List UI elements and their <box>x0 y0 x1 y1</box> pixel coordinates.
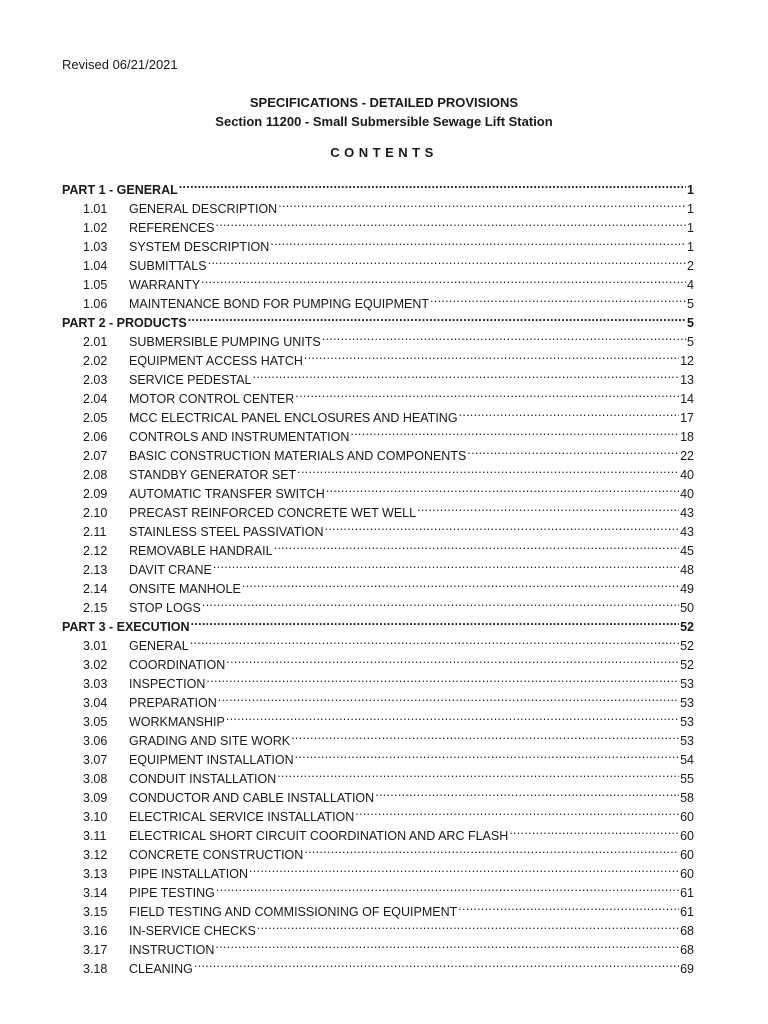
toc-entry-label: WARRANTY <box>129 278 201 292</box>
toc-entry-number: 1.02 <box>83 221 108 235</box>
toc-page-number: 54 <box>680 753 694 767</box>
toc-entry-label: PIPE INSTALLATION <box>129 867 249 881</box>
toc-part-heading[interactable] <box>62 175 694 197</box>
toc-entry-number: 2.15 <box>83 601 108 615</box>
toc-entry-number: 2.08 <box>83 468 108 482</box>
toc-page-number: 43 <box>680 506 694 520</box>
toc-page-number: 48 <box>680 563 694 577</box>
toc-entry-label: GENERAL DESCRIPTION <box>129 202 278 216</box>
dot-leader <box>295 745 679 764</box>
toc-entry-label: CONDUCTOR AND CABLE INSTALLATION <box>129 791 375 805</box>
toc-entry-number: 3.17 <box>83 943 108 957</box>
toc-entry-number: 2.12 <box>83 544 108 558</box>
toc-entry-number: 3.10 <box>83 810 108 824</box>
toc-page-number: 5 <box>687 297 694 311</box>
toc-entry-label: SERVICE PEDESTAL <box>129 373 252 387</box>
document-title: SPECIFICATIONS - DETAILED PROVISIONS <box>249 95 519 110</box>
toc-entry-label: PRECAST REINFORCED CONCRETE WET WELL <box>129 506 417 520</box>
toc-entry-number: 1.01 <box>83 202 108 216</box>
dot-leader <box>270 232 686 251</box>
toc-page-number: 2 <box>687 259 694 273</box>
toc-entry-number: 3.08 <box>83 772 108 786</box>
toc-entry-number: 1.05 <box>83 278 108 292</box>
dot-leader <box>190 631 679 650</box>
toc-entry-label: GENERAL <box>129 639 189 653</box>
toc-entry-number: 2.02 <box>83 354 108 368</box>
toc-page-number: 53 <box>680 696 694 710</box>
toc-entry-label: AUTOMATIC TRANSFER SWITCH <box>129 487 325 501</box>
toc-entry-label: SUBMERSIBLE PUMPING UNITS <box>129 335 321 349</box>
toc-entry-label: ELECTRICAL SERVICE INSTALLATION <box>129 810 355 824</box>
toc-entry-number: 3.12 <box>83 848 108 862</box>
dot-leader <box>295 384 679 403</box>
toc-entry-number: 1.03 <box>83 240 108 254</box>
section-title: Section 11200 - Small Submersible Sewage Lift Station <box>215 114 553 129</box>
dot-leader <box>509 821 679 840</box>
dot-leader <box>226 650 679 669</box>
toc-page-number: 45 <box>680 544 694 558</box>
toc-page-number: 61 <box>680 905 694 919</box>
toc-entry-number: 2.13 <box>83 563 108 577</box>
dot-leader <box>417 498 679 517</box>
toc-page-number: 1 <box>687 221 694 235</box>
toc-page-number: 53 <box>680 734 694 748</box>
toc-entry-number: 3.16 <box>83 924 108 938</box>
toc-entry-label: REMOVABLE HANDRAIL <box>129 544 273 558</box>
toc-entry-label: EQUIPMENT ACCESS HATCH <box>129 354 303 368</box>
dot-leader <box>188 308 686 327</box>
dot-leader <box>226 707 679 726</box>
dot-leader <box>218 688 679 707</box>
toc-entry-label: ELECTRICAL SHORT CIRCUIT COORDINATION AND ARC FLASH <box>129 829 509 843</box>
toc-entry-number: 3.18 <box>83 962 108 976</box>
toc-page-number: 5 <box>687 335 694 349</box>
toc-entry-label: INSPECTION <box>129 677 206 691</box>
toc-entry-number: 2.04 <box>83 392 108 406</box>
toc-page-number: 13 <box>680 373 694 387</box>
toc-entry-label: STOP LOGS <box>129 601 201 615</box>
contents-heading: CONTENTS <box>330 145 438 160</box>
toc-page-number: 5 <box>687 316 694 330</box>
toc-entry-label: REFERENCES <box>129 221 215 235</box>
toc-entry-label: CLEANING <box>129 962 193 976</box>
toc-page-number: 53 <box>680 715 694 729</box>
toc-page-number: 52 <box>680 639 694 653</box>
toc-page-number: 4 <box>687 278 694 292</box>
dot-leader <box>208 251 686 270</box>
toc-page-number: 22 <box>680 449 694 463</box>
toc-entry-number: 2.09 <box>83 487 108 501</box>
toc-entry-label: PREPARATION <box>129 696 217 710</box>
toc-entry-number: 2.14 <box>83 582 108 596</box>
dot-leader <box>430 289 686 308</box>
toc-entry-number: 2.07 <box>83 449 108 463</box>
toc-entry-label: PIPE TESTING <box>129 886 215 900</box>
toc-entry-label: ONSITE MANHOLE <box>129 582 241 596</box>
dot-leader <box>216 878 679 897</box>
toc-entry-number: 2.05 <box>83 411 108 425</box>
toc-entry-number: 3.01 <box>83 639 108 653</box>
toc-page-number: 12 <box>680 354 694 368</box>
dot-leader <box>194 954 679 973</box>
toc-entry-label: SUBMITTALS <box>129 259 207 273</box>
dot-leader <box>191 612 680 631</box>
toc-entry-number: 3.06 <box>83 734 108 748</box>
toc-page-number: 60 <box>680 867 694 881</box>
toc-page-number: 60 <box>680 848 694 862</box>
toc-entry-label: CONTROLS AND INSTRUMENTATION <box>129 430 350 444</box>
toc-entry-number: 3.14 <box>83 886 108 900</box>
toc-part-label: PART 2 - PRODUCTS <box>62 316 187 330</box>
toc-page-number: 49 <box>680 582 694 596</box>
dot-leader <box>325 517 680 536</box>
dot-leader <box>213 555 679 574</box>
dot-leader <box>249 859 679 878</box>
toc-page-number: 18 <box>680 430 694 444</box>
dot-leader <box>304 840 679 859</box>
dot-leader <box>179 175 686 194</box>
toc-page-number: 69 <box>680 962 694 976</box>
toc-page-number: 43 <box>680 525 694 539</box>
toc-entry-label: CONCRETE CONSTRUCTION <box>129 848 304 862</box>
toc-entry-label: SYSTEM DESCRIPTION <box>129 240 270 254</box>
toc-entry-label: FIELD TESTING AND COMMISSIONING OF EQUIPMENT <box>129 905 458 919</box>
toc-entry-number: 2.11 <box>83 525 107 539</box>
toc-entry-label: MCC ELECTRICAL PANEL ENCLOSURES AND HEATING <box>129 411 458 425</box>
dot-leader <box>467 441 679 460</box>
toc-entry-number: 3.05 <box>83 715 108 729</box>
toc-entry-number: 2.01 <box>83 335 108 349</box>
toc-entry-label: GRADING AND SITE WORK <box>129 734 291 748</box>
dot-leader <box>355 802 679 821</box>
toc-entry-number: 2.06 <box>83 430 108 444</box>
toc-entry-label: STAINLESS STEEL PASSIVATION <box>129 525 324 539</box>
toc-page-number: 55 <box>680 772 694 786</box>
toc-entry-number: 3.07 <box>83 753 108 767</box>
toc-page-number: 52 <box>680 658 694 672</box>
dot-leader <box>277 764 679 783</box>
toc-page-number: 50 <box>680 601 694 615</box>
dot-leader <box>201 270 686 289</box>
toc-entry-number: 1.06 <box>83 297 108 311</box>
toc-page-number: 58 <box>680 791 694 805</box>
toc-entry-number: 3.11 <box>83 829 107 843</box>
toc-entry-number: 2.10 <box>83 506 108 520</box>
toc-page-number: 1 <box>687 183 694 197</box>
dot-leader <box>215 935 679 954</box>
toc-entry-number: 3.13 <box>83 867 108 881</box>
dot-leader <box>242 574 679 593</box>
dot-leader <box>459 403 680 422</box>
toc-entry-label: MAINTENANCE BOND FOR PUMPING EQUIPMENT <box>129 297 430 311</box>
revision-date: Revised 06/21/2021 <box>62 57 178 72</box>
toc-entry-label: COORDINATION <box>129 658 226 672</box>
toc-entry-label: MOTOR CONTROL CENTER <box>129 392 295 406</box>
toc-entry-label: IN-SERVICE CHECKS <box>129 924 256 938</box>
toc-entry-number: 3.03 <box>83 677 108 691</box>
toc-page-number: 14 <box>680 392 694 406</box>
toc-entry-label: INSTRUCTION <box>129 943 215 957</box>
toc-part-label: PART 3 - EXECUTION <box>62 620 190 634</box>
toc-page-number: 40 <box>680 487 694 501</box>
toc-entry-label: CONDUIT INSTALLATION <box>129 772 277 786</box>
table-of-contents <box>62 175 694 976</box>
dot-leader <box>274 536 680 555</box>
toc-entry-number: 3.04 <box>83 696 108 710</box>
toc-entry-number: 1.04 <box>83 259 108 273</box>
dot-leader <box>322 327 686 346</box>
dot-leader <box>206 669 679 688</box>
toc-page-number: 60 <box>680 829 694 843</box>
dot-leader <box>253 365 680 384</box>
toc-page-number: 68 <box>680 924 694 938</box>
toc-entry-label: DAVIT CRANE <box>129 563 212 577</box>
toc-page-number: 68 <box>680 943 694 957</box>
dot-leader <box>458 897 679 916</box>
toc-page-number: 52 <box>680 620 694 634</box>
toc-entry-number: 3.09 <box>83 791 108 805</box>
toc-page-number: 17 <box>680 411 694 425</box>
dot-leader <box>326 479 679 498</box>
toc-entry-label: BASIC CONSTRUCTION MATERIALS AND COMPONENTS <box>129 449 467 463</box>
dot-leader <box>202 593 679 612</box>
toc-page-number: 60 <box>680 810 694 824</box>
dot-leader <box>350 422 679 441</box>
toc-page-number: 1 <box>687 202 694 216</box>
dot-leader <box>304 346 679 365</box>
toc-entry-number: 3.02 <box>83 658 108 672</box>
toc-part-label: PART 1 - GENERAL <box>62 183 178 197</box>
dot-leader <box>375 783 679 802</box>
toc-entry-label: EQUIPMENT INSTALLATION <box>129 753 294 767</box>
toc-entry-label: STANDBY GENERATOR SET <box>129 468 297 482</box>
toc-page-number: 1 <box>687 240 694 254</box>
dot-leader <box>257 916 679 935</box>
toc-entry-number: 3.15 <box>83 905 108 919</box>
toc-entry-label: WORKMANSHIP <box>129 715 225 729</box>
toc-entry-number: 2.03 <box>83 373 108 387</box>
toc-page-number: 61 <box>680 886 694 900</box>
dot-leader <box>291 726 679 745</box>
dot-leader <box>278 194 686 213</box>
dot-leader <box>215 213 686 232</box>
toc-page-number: 40 <box>680 468 694 482</box>
toc-page-number: 53 <box>680 677 694 691</box>
dot-leader <box>297 460 679 479</box>
